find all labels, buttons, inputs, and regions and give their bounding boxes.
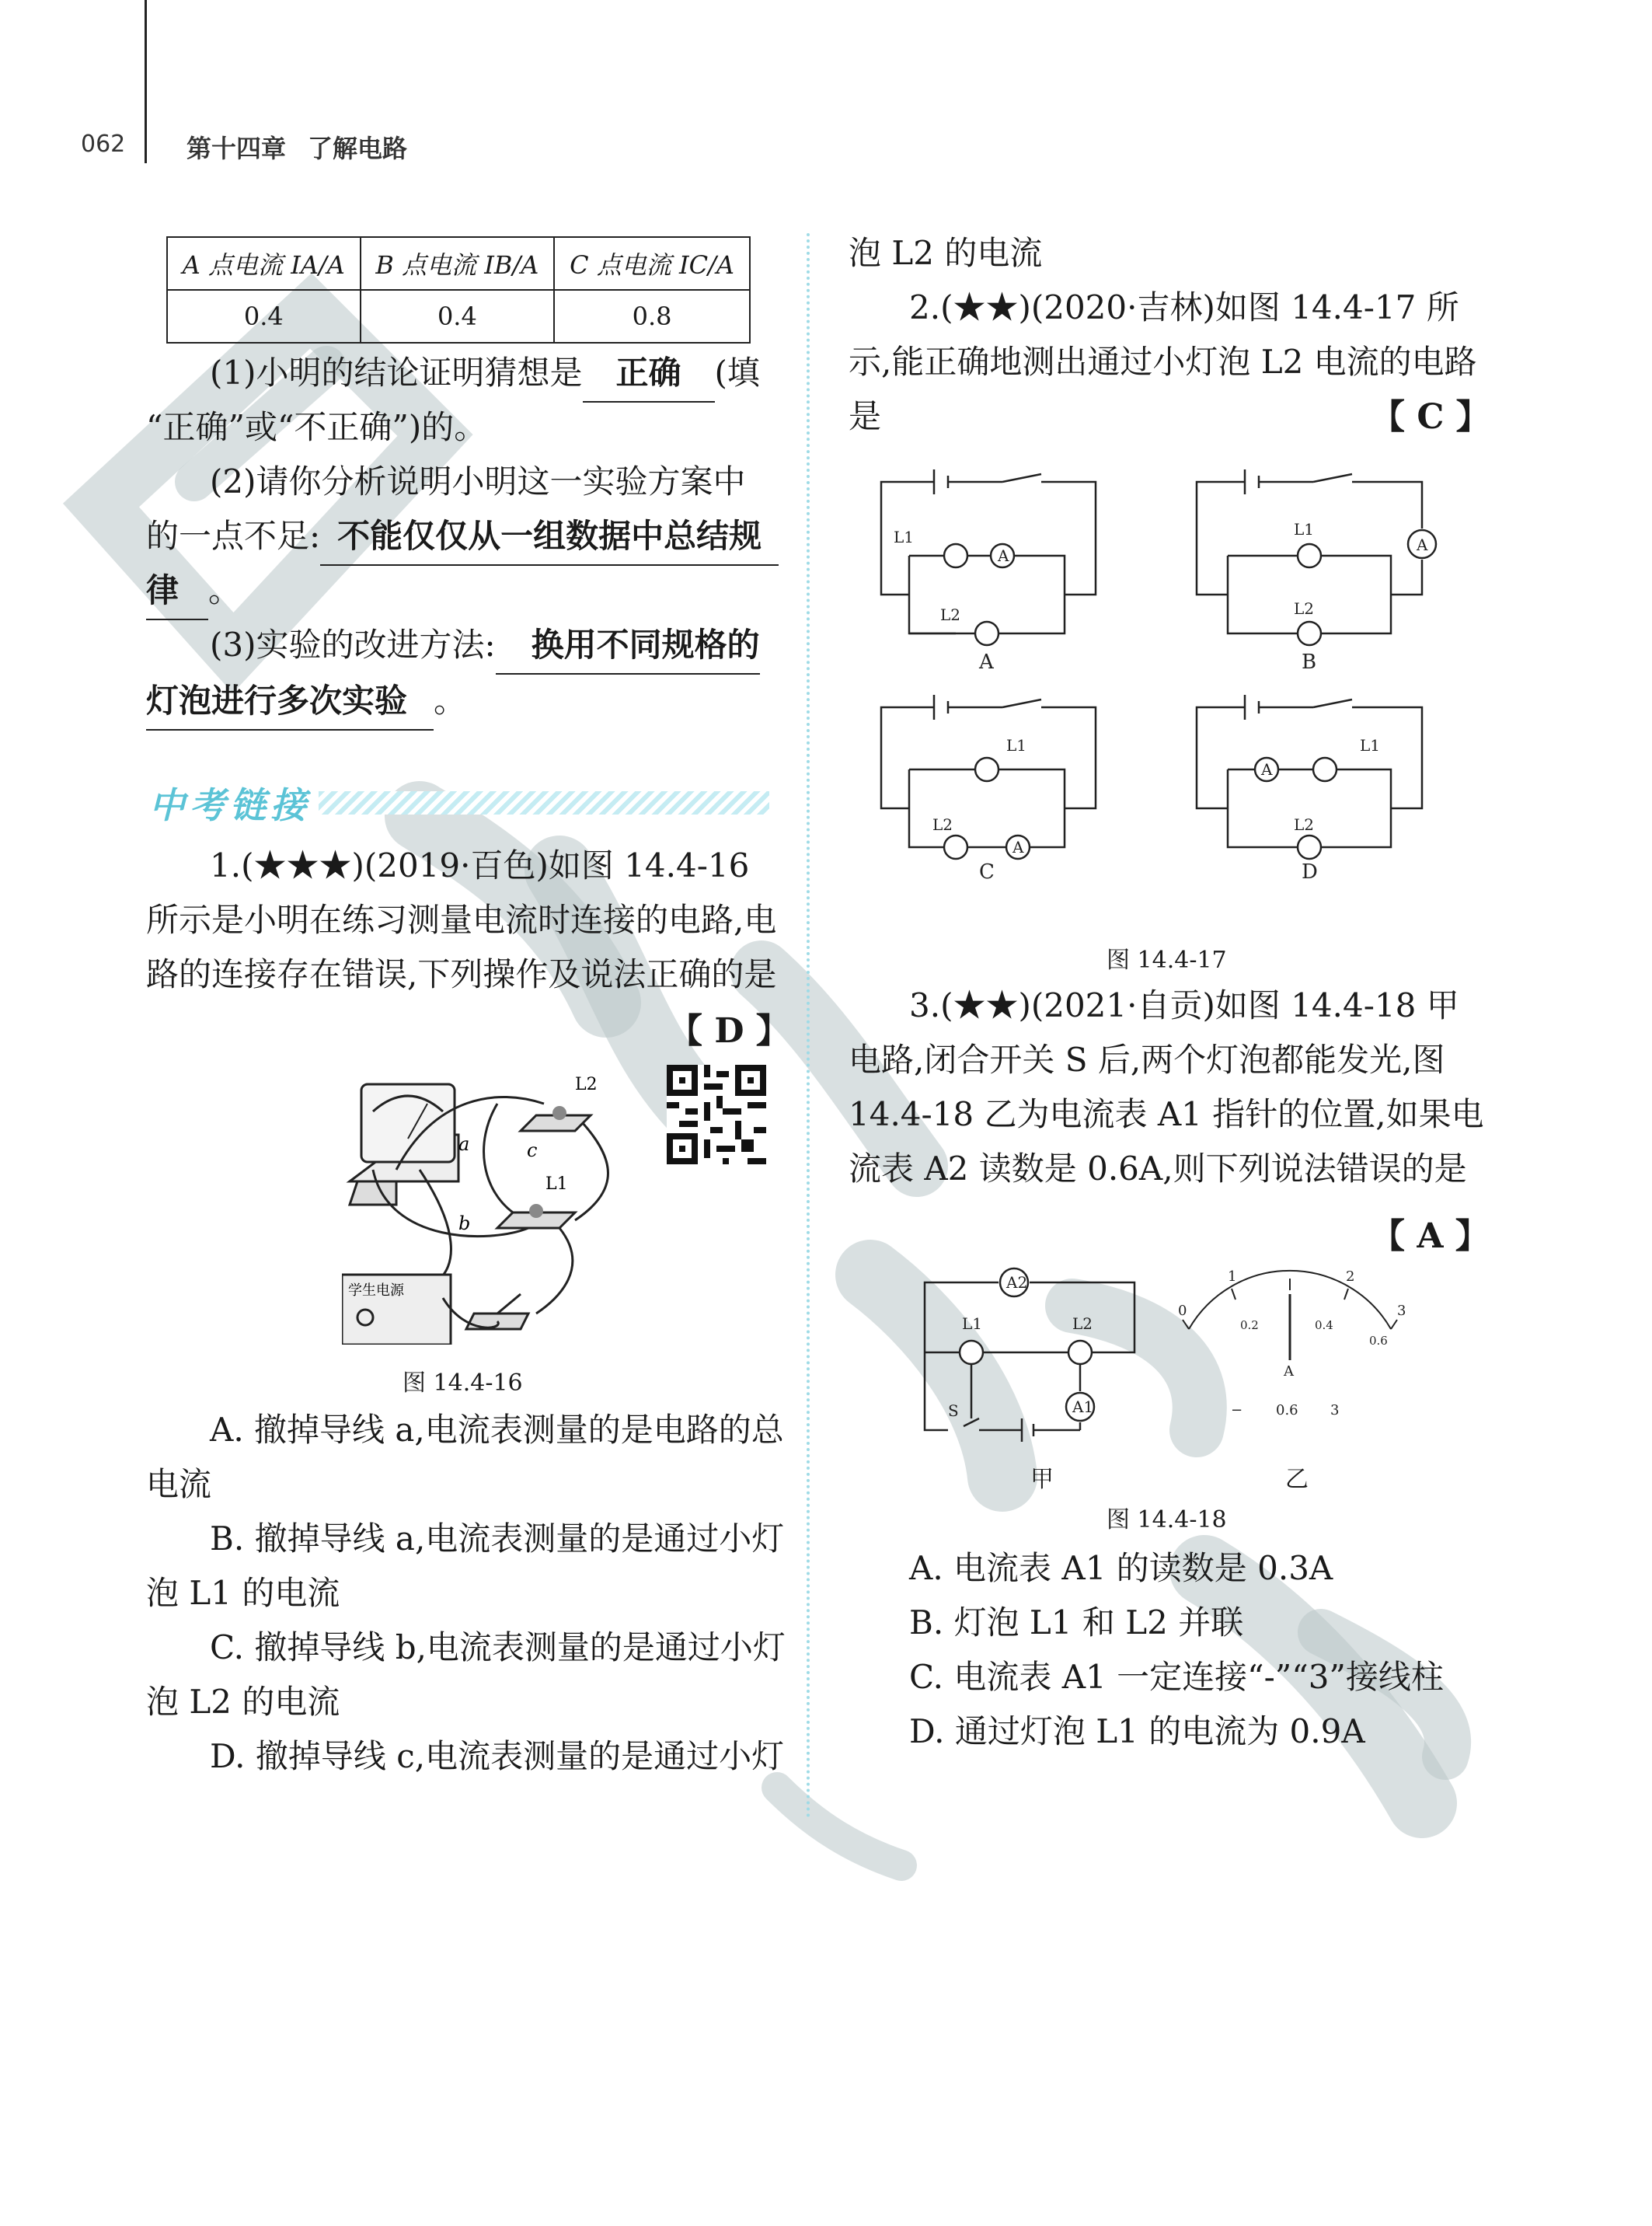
power-supply-label: 学生电源 [348,1282,404,1299]
problem-2-text: 示,能正确地测出通过小灯泡 L2 电流的电路 [849,343,1477,381]
chapter-label: 第十四章 [186,134,287,163]
problem-1-text: 所示是小明在练习测量电流时连接的电路,电 [146,901,777,939]
problem-3-text: 3.(★★)(2021·自贡)如图 14.4-18 甲 [909,986,1459,1024]
meter-scale: 1 [1228,1268,1237,1285]
question-2-line3: 律 。 [146,563,241,620]
svg-text:S: S [948,1401,959,1420]
wire-a-label: a [458,1133,470,1155]
question-1-cont: “正确”或“不正确”)的。 [146,408,487,446]
figure-sublabel: 乙 [1285,1466,1309,1493]
meter-terminal: − [1231,1402,1243,1418]
option-a-cont: 电流 [146,1465,212,1503]
page-number: 062 [81,131,126,158]
table-cell: 0.4 [361,290,555,343]
answer-blank: 正确 [583,345,715,403]
svg-text:A: A [1417,536,1428,554]
problem-1-answer: 【 D 】 [668,1011,790,1051]
meter-terminal: 3 [1330,1402,1340,1418]
option-c: C. 电流表 A1 一定连接“-”“3”接线柱 [909,1658,1444,1696]
svg-text:L2: L2 [940,605,961,624]
question-1: (1)小明的结论证明猜想是 正确 (填 [210,345,760,403]
option-b-cont: 泡 L1 的电流 [146,1574,340,1612]
problem-3-text: 电路,闭合开关 S 后,两个灯泡都能发光,图 [849,1041,1445,1079]
table-header-cell: B 点电流 IB/A [361,237,555,290]
problem-2-answer: 【 C 】 [1371,397,1490,437]
svg-text:L2: L2 [1072,1314,1093,1333]
option-d-cont: 泡 L2 的电流 [849,234,1043,272]
section-title: 中考链接 [149,784,311,826]
svg-text:L1: L1 [962,1314,983,1333]
question-2-line2: 的一点不足: 不能仅仅从一组数据中总结规 [146,508,779,566]
header-rule [145,0,147,163]
option-c: C. 撤掉导线 b,电流表测量的是通过小灯 [210,1628,786,1666]
fig17-label-b: B [1302,651,1317,674]
meter-scale: 0.2 [1240,1318,1259,1332]
svg-text:A: A [998,546,1009,565]
table-cell: 0.4 [167,290,361,343]
column-divider [807,233,810,1819]
option-a: A. 撤掉导线 a,电流表测量的是电路的总 [210,1411,784,1449]
table-cell: 0.8 [554,290,750,343]
svg-text:L2: L2 [1294,599,1315,618]
svg-text:A: A [1012,838,1024,857]
problem-2-text: 是 [849,397,882,435]
wire-b-label: b [458,1212,471,1234]
figure-caption: 图 14.4-16 [403,1369,523,1397]
meter-terminal: 0.6 [1276,1402,1298,1418]
answer-blank: 律 [146,563,208,620]
figure-sublabel: 甲 [1030,1466,1054,1493]
answer-blank: 灯泡进行多次实验 [146,673,434,731]
figure-caption: 图 14.4-18 [1107,1506,1227,1533]
table-header-cell: C 点电流 IC/A [554,237,750,290]
figure-14-4-17 [870,443,1461,909]
problem-1-text: 路的连接存在错误,下列操作及说法正确的是 [146,955,777,993]
figure-14-4-16 [342,1065,637,1345]
fig17-label-d: D [1302,860,1318,884]
lamp-l2-label: L2 [575,1075,598,1094]
qr-code [667,1065,766,1164]
svg-text:L1: L1 [1294,520,1315,539]
option-c-cont: 泡 L2 的电流 [146,1683,340,1721]
question-2: (2)请你分析说明小明这一实验方案中 [210,462,746,501]
svg-text:A2: A2 [1006,1273,1028,1292]
meter-scale: 0.4 [1315,1318,1333,1332]
option-a: A. 电流表 A1 的读数是 0.3A [909,1549,1333,1587]
option-d: D. 撤掉导线 c,电流表测量的是通过小灯 [210,1737,785,1775]
meter-scale: 3 [1397,1303,1406,1319]
problem-2-text: 2.(★★)(2020·吉林)如图 14.4-17 所 [909,288,1459,326]
problem-3-answer: 【 A 】 [1371,1216,1490,1256]
figure-caption: 图 14.4-17 [1107,947,1227,974]
svg-text:L1: L1 [1006,736,1027,755]
figure-14-4-18-meter [1166,1259,1414,1430]
svg-text:A: A [1261,760,1273,779]
chapter-title: 了解电路 [308,134,408,163]
svg-text:A1: A1 [1072,1397,1094,1416]
figure-14-4-18-circuit [917,1267,1150,1461]
option-b: B. 灯泡 L1 和 L2 并联 [909,1603,1244,1642]
section-title-bar [319,791,769,815]
meter-scale: 0 [1178,1303,1187,1319]
svg-text:L2: L2 [932,815,953,834]
question-3: (3)实验的改进方法: 换用不同规格的 [210,617,760,675]
option-d: D. 通过灯泡 L1 的电流为 0.9A [909,1712,1365,1750]
fig17-label-a: A [979,651,994,674]
meter-scale: 0.6 [1369,1334,1388,1348]
wire-c-label: c [527,1139,538,1161]
problem-3-text: 14.4-18 乙为电流表 A1 指针的位置,如果电 [849,1095,1484,1133]
current-data-table [166,236,751,344]
svg-text:L2: L2 [1294,815,1315,834]
meter-unit: A [1284,1363,1294,1380]
answer-blank: 不能仅仅从一组数据中总结规 [320,508,779,566]
lamp-l1-label: L1 [545,1174,568,1194]
question-3-line2: 灯泡进行多次实验 。 [146,673,466,731]
svg-text:L1: L1 [1360,736,1381,755]
meter-scale: 2 [1346,1268,1355,1285]
problem-1-text: 1.(★★★)(2019·百色)如图 14.4-16 [210,846,750,884]
fig17-label-c: C [979,860,995,884]
answer-blank: 换用不同规格的 [496,617,760,675]
table-header-cell: A 点电流 IA/A [167,237,361,290]
svg-text:L1: L1 [894,528,915,546]
problem-3-text: 流表 A2 读数是 0.6A,则下列说法错误的是 [849,1150,1467,1188]
option-b: B. 撤掉导线 a,电流表测量的是通过小灯 [210,1519,785,1558]
